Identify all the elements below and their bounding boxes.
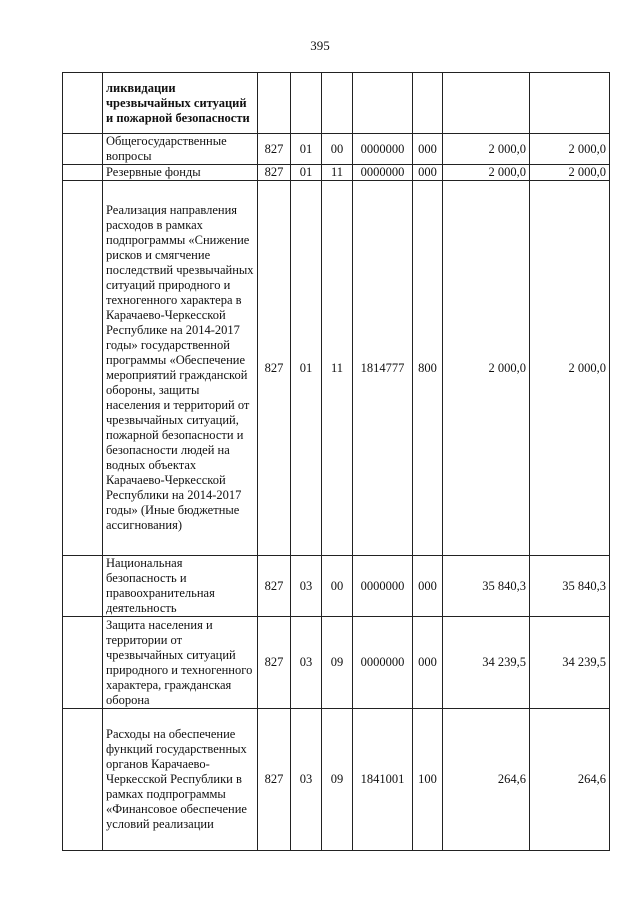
page-number: 395 — [310, 38, 330, 53]
cell-ministry: 827 — [258, 617, 291, 709]
cell-subsection — [322, 73, 353, 134]
table-row — [63, 73, 610, 134]
row-name: Национальная безопасность и правоохранительная деятельность — [103, 556, 258, 617]
cell-expense-type: 000 — [413, 165, 443, 181]
cell-amount-2: 264,6 — [530, 709, 610, 851]
cell-expense-type: 000 — [413, 617, 443, 709]
cell-target-article: 0000000 — [353, 617, 413, 709]
cell-section: 03 — [291, 617, 322, 709]
table-row — [63, 181, 610, 556]
cell-subsection: 11 — [322, 181, 353, 556]
cell-amount-2: 2 000,0 — [530, 181, 610, 556]
cell-target-article: 1814777 — [353, 181, 413, 556]
cell-amount-2: 2 000,0 — [530, 165, 610, 181]
table-row — [63, 617, 610, 709]
cell-section — [291, 73, 322, 134]
cell-ministry — [258, 73, 291, 134]
cell-ministry: 827 — [258, 134, 291, 165]
cell-subsection: 00 — [322, 134, 353, 165]
table-row — [63, 709, 610, 851]
cell-expense-type — [413, 73, 443, 134]
cell-target-article: 0000000 — [353, 134, 413, 165]
cell-subsection: 00 — [322, 556, 353, 617]
row-name: Расходы на обеспечение функций государственных органов Карачаево-Черкесской Республики в рамках подпрограммы «Финансовое обеспечение условий реализации — [103, 709, 258, 851]
table-row — [63, 556, 610, 617]
cell-amount-2: 2 000,0 — [530, 134, 610, 165]
margin-cell — [63, 617, 103, 709]
cell-section: 01 — [291, 134, 322, 165]
cell-amount-1: 2 000,0 — [443, 134, 530, 165]
table-row — [63, 134, 610, 165]
cell-amount-1 — [443, 73, 530, 134]
cell-expense-type: 800 — [413, 181, 443, 556]
row-name: ликвидации чрезвычайных ситуаций и пожарной безопасности — [103, 73, 258, 134]
cell-amount-1: 2 000,0 — [443, 165, 530, 181]
cell-ministry: 827 — [258, 709, 291, 851]
row-name: Защита населения и территории от чрезвычайных ситуаций природного и техногенного характера, гражданская оборона — [103, 617, 258, 709]
table-row — [63, 165, 610, 181]
cell-amount-1: 35 840,3 — [443, 556, 530, 617]
cell-expense-type: 000 — [413, 556, 443, 617]
cell-ministry: 827 — [258, 556, 291, 617]
margin-cell — [63, 73, 103, 134]
row-name: Общегосударственные вопросы — [103, 134, 258, 165]
cell-target-article: 0000000 — [353, 165, 413, 181]
row-name: Реализация направления расходов в рамках подпрограммы «Снижение рисков и смягчение последствий чрезвычайных ситуаций природного и техногенного характера в Карачаево-Черкесской Республике на 2014-2017 годы» государственной программы «Обеспечение мероприятий гражданской обороны, защиты населения и территорий от чрезвычайных ситуаций, пожарной безопасности и безопасности людей на водных объектах Карачаево-Черкесской Республики на 2014-2017 годы» (Иные бюджетные ассигнования) — [103, 181, 258, 556]
cell-subsection: 09 — [322, 617, 353, 709]
margin-cell — [63, 556, 103, 617]
cell-amount-1: 264,6 — [443, 709, 530, 851]
cell-subsection: 11 — [322, 165, 353, 181]
cell-target-article: 0000000 — [353, 556, 413, 617]
cell-target-article: 1841001 — [353, 709, 413, 851]
margin-cell — [63, 134, 103, 165]
cell-expense-type: 100 — [413, 709, 443, 851]
cell-amount-1: 2 000,0 — [443, 181, 530, 556]
cell-amount-1: 34 239,5 — [443, 617, 530, 709]
cell-expense-type: 000 — [413, 134, 443, 165]
budget-table — [62, 72, 610, 851]
cell-ministry: 827 — [258, 165, 291, 181]
cell-ministry: 827 — [258, 181, 291, 556]
cell-amount-2: 35 840,3 — [530, 556, 610, 617]
margin-cell — [63, 165, 103, 181]
cell-section: 01 — [291, 165, 322, 181]
cell-section: 03 — [291, 556, 322, 617]
cell-section: 03 — [291, 709, 322, 851]
cell-amount-2 — [530, 73, 610, 134]
margin-cell — [63, 181, 103, 556]
margin-cell — [63, 709, 103, 851]
cell-section: 01 — [291, 181, 322, 556]
cell-amount-2: 34 239,5 — [530, 617, 610, 709]
cell-subsection: 09 — [322, 709, 353, 851]
cell-target-article — [353, 73, 413, 134]
row-name: Резервные фонды — [103, 165, 258, 181]
